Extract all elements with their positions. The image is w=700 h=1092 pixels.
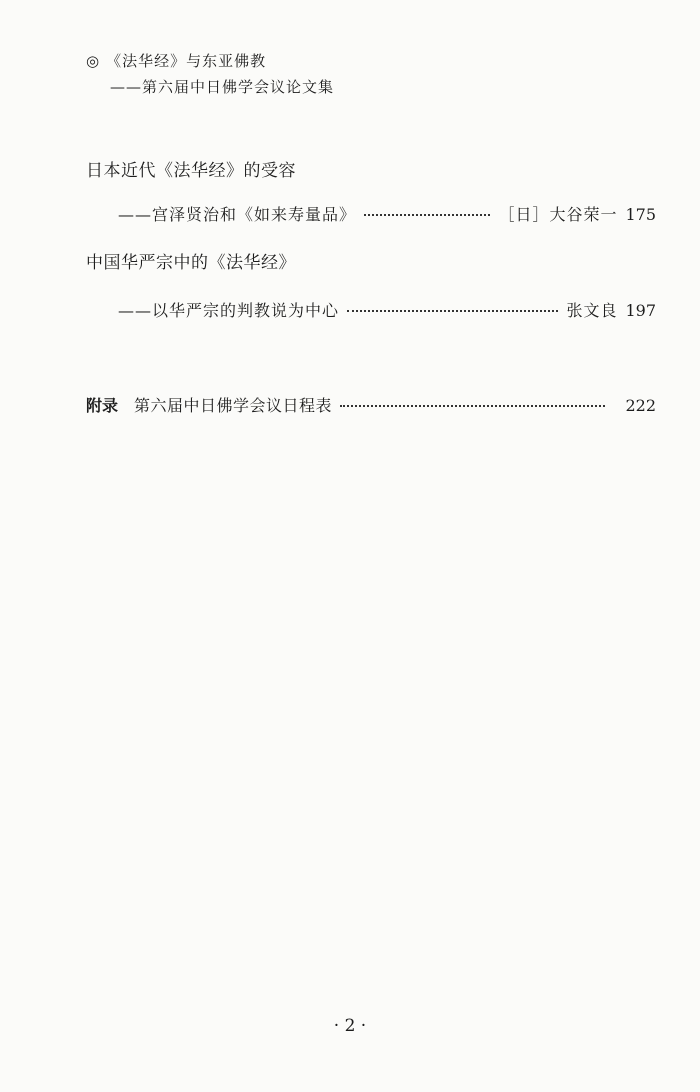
dot-leader xyxy=(364,214,490,216)
dot-leader xyxy=(347,310,558,312)
toc-entry-title: 中国华严宗中的《法华经》 xyxy=(86,253,296,273)
page-number: · 2 · xyxy=(333,1016,367,1036)
header-book-title-line xyxy=(86,50,266,71)
header-book-title: 《法华经》与东亚佛教 xyxy=(106,52,267,70)
toc-entry-subtitle-line xyxy=(118,202,656,225)
appendix-title: 第六届中日佛学会议日程表 xyxy=(134,396,333,415)
toc-entry-author: 张文良 xyxy=(566,301,618,320)
toc-entry-subtitle-line xyxy=(118,298,656,321)
toc-entry-page: 175 xyxy=(625,205,656,224)
toc-entry-page: 197 xyxy=(625,301,656,320)
toc-appendix-line xyxy=(86,393,656,416)
toc-entry-subtitle: ——以华严宗的判教说为中心 xyxy=(118,301,340,320)
appendix-page: 222 xyxy=(625,396,656,415)
dot-leader xyxy=(340,405,605,407)
bullseye-icon: ◎ xyxy=(86,52,101,70)
toc-entry-title: 日本近代《法华经》的受容 xyxy=(86,161,296,181)
toc-entry-author: ［日］大谷荣一 xyxy=(498,205,618,224)
header-book-subtitle: ——第六届中日佛学会议论文集 xyxy=(110,78,335,96)
running-header xyxy=(86,50,335,96)
toc-entry-subtitle: ——宫泽贤治和《如来寿量品》 xyxy=(118,205,357,224)
appendix-label: 附录 xyxy=(86,396,119,415)
